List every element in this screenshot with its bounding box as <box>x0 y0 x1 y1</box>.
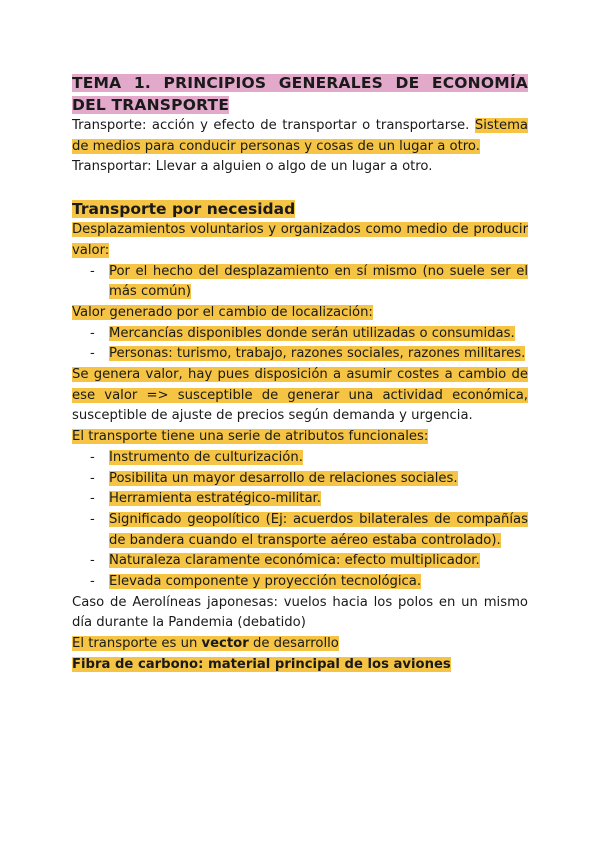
list-item: - Por el hecho del desplazamiento en sí mismo (no suele ser el más común) <box>90 263 528 300</box>
paragraph-vector: El transporte es un vector de desarrollo <box>72 636 339 652</box>
list-valor <box>72 324 528 365</box>
list-item: - Herramienta estratégico-militar. <box>90 491 321 507</box>
paragraph-desplazamientos: Desplazamientos voluntarios y organizados como medio de producir valor: <box>72 222 528 258</box>
list-item: - Personas: turismo, trabajo, razones sociales, razones militares. <box>90 346 526 362</box>
list-item: - Elevada componente y proyección tecnológica. <box>90 574 422 590</box>
list-atributos <box>72 448 528 593</box>
document-page <box>72 72 528 676</box>
list-item: - Naturaleza claramente económica: efecto multiplicador. <box>90 553 480 569</box>
list-item: - Instrumento de culturización. <box>90 449 303 465</box>
paragraph-genera-valor: Se genera valor, hay pues disposición a asumir costes a cambio de ese valor => susceptible de generar una actividad económica, susceptible de ajuste de precios según demanda y urgencia. <box>72 367 528 424</box>
paragraph-fibra: Fibra de carbono: material principal de los aviones <box>72 656 451 672</box>
paragraph-atributos: El transporte tiene una serie de atributos funcionales: <box>72 429 429 445</box>
list-item: - Significado geopolítico (Ej: acuerdos bilaterales de compañías de bandera cuando el transporte aéreo estaba controlado). <box>90 511 528 548</box>
list-item: - Posibilita un mayor desarrollo de relaciones sociales. <box>90 470 458 486</box>
list-item: - Mercancías disponibles donde serán utilizadas o consumidas. <box>90 325 515 341</box>
paragraph-aerolineas: Caso de Aerolíneas japonesas: vuelos hacia los polos en un mismo día durante la Pandemia (debatido) <box>72 594 528 631</box>
paragraph-valor: Valor generado por el cambio de localización: <box>72 304 373 320</box>
list-desplazamiento <box>72 262 528 303</box>
intro-transportar: Transportar: Llevar a alguien o algo de un lugar a otro. <box>72 159 433 175</box>
section-heading: Transporte por necesidad <box>72 200 296 219</box>
intro-definition: Transporte: acción y efecto de transportar o transportarse. Sistema de medios para conducir personas y cosas de un lugar a otro. <box>72 118 528 154</box>
page-title: TEMA 1. PRINCIPIOS GENERALES DE ECONOMÍA DEL TRANSPORTE <box>72 74 528 114</box>
